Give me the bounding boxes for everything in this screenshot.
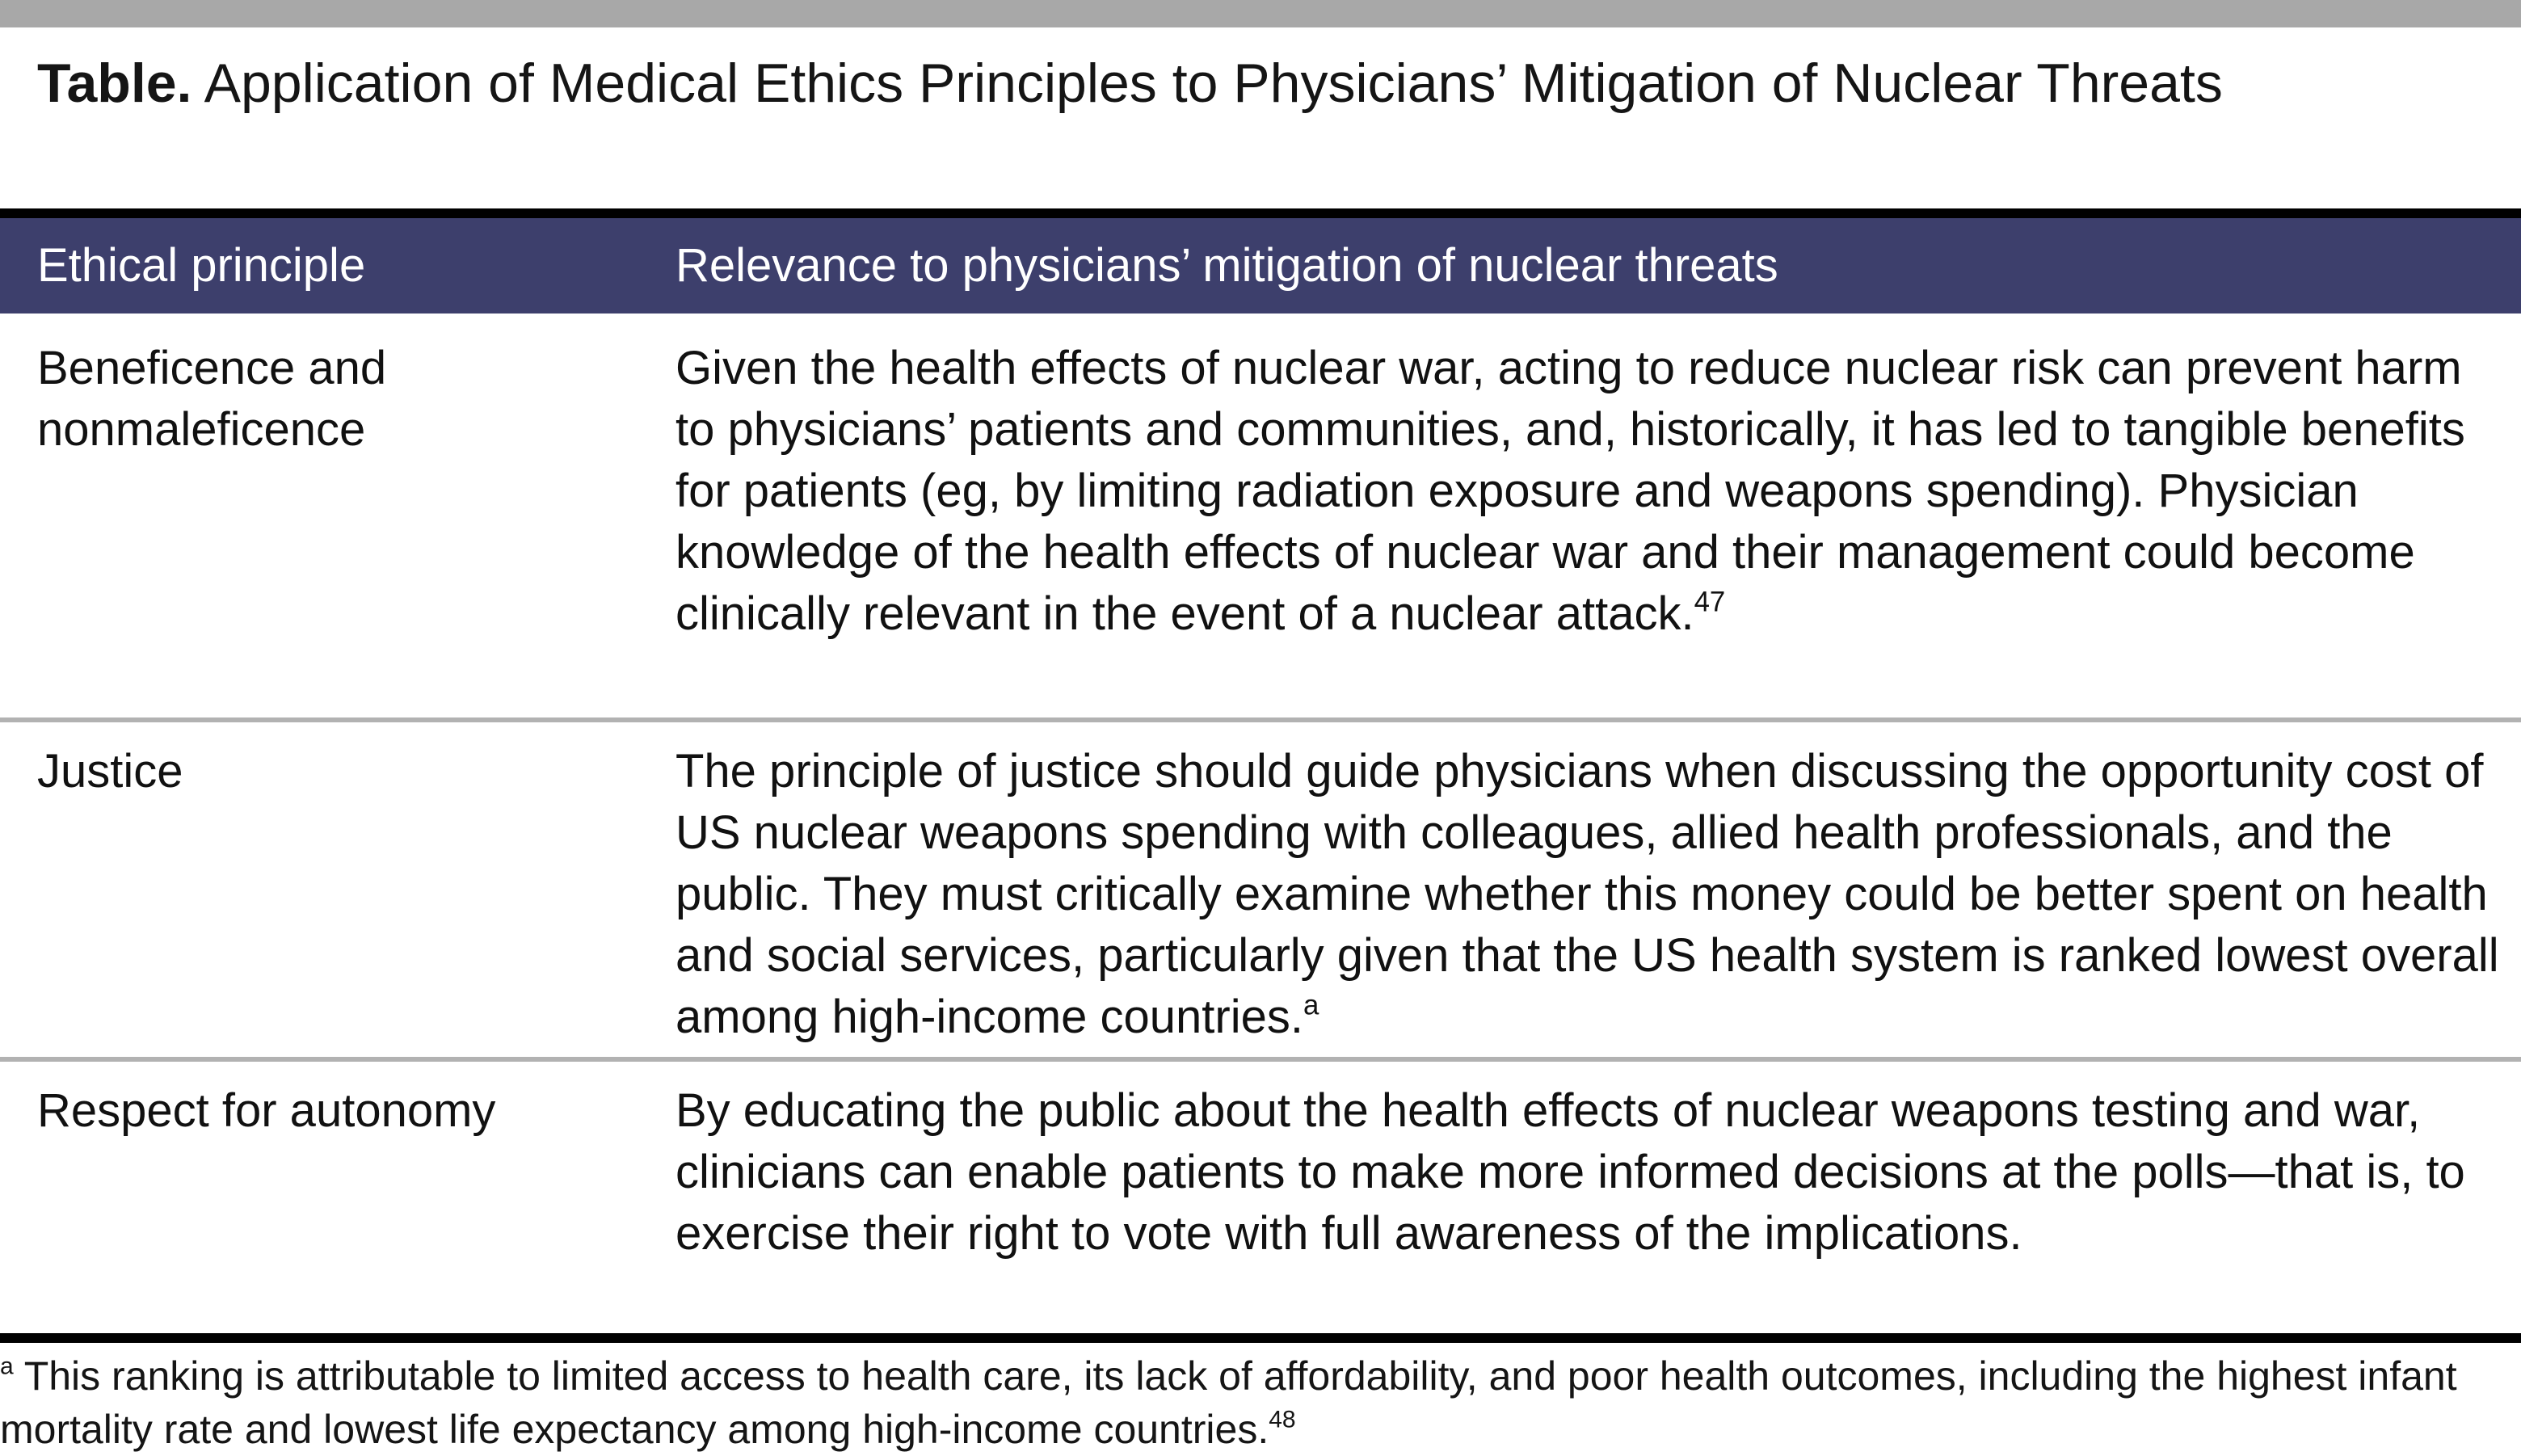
table-title-label: Table.	[37, 53, 192, 114]
table-footnote	[0, 1349, 2513, 1456]
table-header	[0, 218, 2521, 314]
top-bar	[0, 0, 2521, 27]
table-row	[0, 314, 2521, 719]
footnote-text: This ranking is attributable to limited access to health care, its lack of affordability, and poor health outcomes, including the highest infant mortality rate and lowest life expectancy among high-income countries.	[0, 1353, 2457, 1452]
relevance-cell	[675, 338, 2502, 645]
footnote-reference: 48	[1269, 1406, 1296, 1433]
header-relevance: Relevance to physicians’ mitigation of nuclear threats	[675, 239, 1778, 292]
relevance-cell	[675, 741, 2502, 1048]
header-ethical-principle: Ethical principle	[37, 239, 366, 292]
relevance-text: The principle of justice should guide physicians when discussing the opportunity cost of US nuclear weapons spending with colleagues, allied health professionals, and the public. They must critically examine whether this money could be better spent on health and social services, particularly given that the US health system is ranked lowest overall among high-income countries.	[675, 745, 2499, 1043]
table-row	[0, 722, 2521, 1057]
footnote-marker-superscript: a	[1303, 989, 1319, 1021]
table-title	[37, 45, 2461, 121]
header-top-rule	[0, 208, 2521, 218]
reference-superscript: 47	[1694, 586, 1726, 618]
footnote-marker: a	[0, 1353, 14, 1380]
relevance-cell: By educating the public about the health effects of nuclear weapons testing and war, clinicians can enable patients to make more informed decisions at the polls—that is, to exercise their right to vote with full awareness of the implications.	[675, 1084, 2465, 1260]
principle-cell: Beneficence and nonmaleficence	[37, 342, 387, 456]
table-row	[0, 1062, 2521, 1333]
table-title-text: Application of Medical Ethics Principles to Physicians’ Mitigation of Nuclear Threats	[204, 53, 2223, 114]
relevance-text: Given the health effects of nuclear war, acting to reduce nuclear risk can prevent harm to physicians’ patients and communities, and, historically, it has led to tangible benefits for patients (eg, by limiting radiation exposure and weapons spending). Physician knowledge of the health effects of nuclear war and their management could become clinically relevant in the event of a nuclear attack.	[675, 342, 2465, 640]
table-bottom-rule	[0, 1333, 2521, 1343]
principle-cell: Respect for autonomy	[37, 1084, 496, 1137]
principle-cell: Justice	[37, 745, 183, 797]
